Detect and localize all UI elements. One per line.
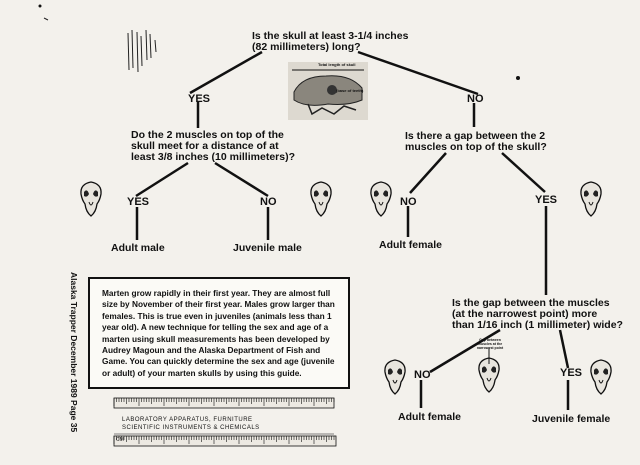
ruler-cm-label: CM	[116, 437, 124, 443]
right-yes-label: YES	[535, 194, 558, 206]
gap-yes-label: YES	[560, 367, 583, 379]
ruler-label-2: SCIENTIFIC INSTRUMENTS & CHEMICALS	[122, 425, 260, 431]
left-no-label: NO	[260, 196, 277, 208]
root-yes-branch	[190, 52, 262, 93]
left-yes-branch	[136, 163, 188, 196]
skull-top-view-icon	[81, 182, 101, 216]
right-yes-branch	[502, 153, 545, 192]
root-no-label: NO	[467, 93, 484, 105]
gap-no-label: NO	[414, 369, 431, 381]
photo-sub-label: (base of teeth)	[336, 88, 364, 93]
scan-artifact	[44, 18, 156, 72]
skull-top-view-icon	[371, 182, 391, 216]
left-no-branch	[215, 163, 268, 196]
side-caption: Alaska Trapper December 1989 Page 35	[69, 272, 79, 433]
gap-note: Gap between muscles at the narrowest point	[476, 338, 504, 350]
question-gap-exists: Is there a gap between the 2 muscles on top of the skull?	[405, 130, 547, 153]
info-box: Marten grow rapidly in their first year. They are almost full size by November of their first year. Males grow larger than females. This is true even in juveniles (animals less than 1 year old). A new technique for telling the sex and age of a marten using skull measurements has been developed by Audrey Magoun and the Alaska Department of Fish and Game. You can quickly determine the sex and age (juvenile or adult) of your marten skulls by using this guide.	[88, 277, 350, 389]
question-skull-length: Is the skull at least 3-1/4 inches (82 millimeters) long?	[252, 30, 409, 53]
skull-top-view-icon	[591, 360, 611, 394]
gap-yes-branch	[560, 330, 568, 368]
leaf-adult-female: Adult female	[379, 239, 443, 251]
question-gap-width: Is the gap between the muscles (at the narrowest point) more than 1/16 inch (1 millimeter) wide?	[452, 297, 623, 331]
leaf-adult-female-2: Adult female	[398, 411, 462, 423]
skull-top-view-icon	[385, 360, 405, 394]
root-no-branch	[358, 52, 478, 94]
root-yes-label: YES	[188, 93, 211, 105]
right-no-label: NO	[400, 196, 417, 208]
right-no-branch	[410, 153, 446, 193]
ruler-label-1: LABORATORY APPARATUS, FURNITURE	[122, 417, 253, 423]
leaf-adult-male: Adult male	[111, 242, 165, 254]
skull-top-view-icon	[311, 182, 331, 216]
leaf-juvenile-female: Juvenile female	[532, 413, 611, 425]
skull-top-view-icon	[581, 182, 601, 216]
question-muscles-meet: Do the 2 muscles on top of the skull meet for a distance of at least 3/8 inches (10 millimeters)?	[131, 129, 295, 163]
photo-label: Total length of skull	[318, 62, 356, 67]
left-yes-label: YES	[127, 196, 150, 208]
leaf-juvenile-male: Juvenile male	[233, 242, 302, 254]
